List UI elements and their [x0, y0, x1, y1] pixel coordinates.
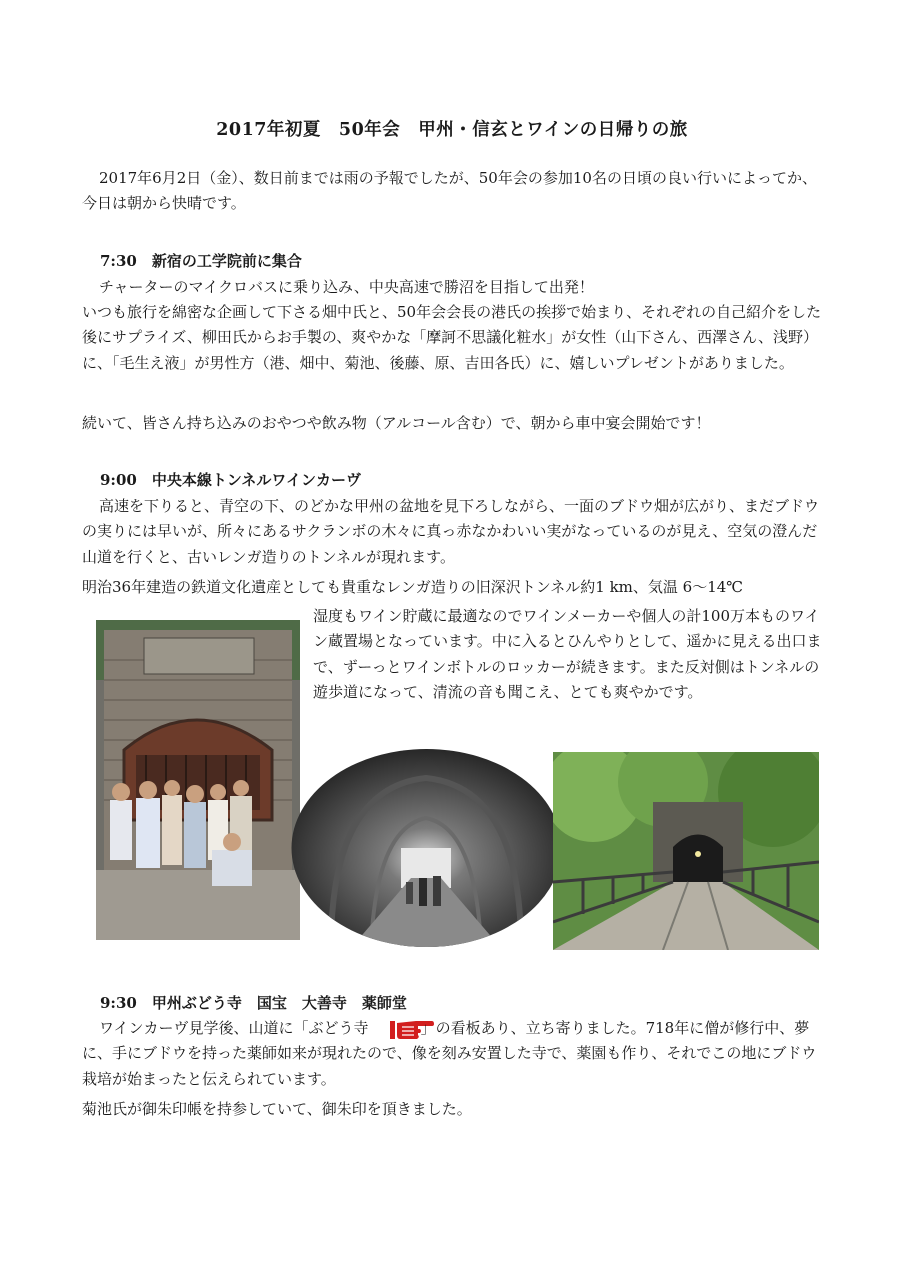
- tunnel-interior-oval-photo: [291, 748, 562, 948]
- intro-paragraph: 2017年6月2日（金）、数日前までは雨の予報でしたが、50年会の参加10名の日頃の良い行いによってか、今日は朝から快晴です。: [82, 169, 817, 213]
- section2-paragraph-2-lead: 明治36年建造の鉄道文化遺産としても貴重なレンガ造りの旧深沢トンネル約1 km、気温 6～14℃: [82, 578, 744, 596]
- section1-paragraph-2: いつも旅行を綿密な企画して下さる畑中氏と、50年会会長の港氏の挨拶で始まり、それぞれの自己紹介をした後にサプライズ、柳田氏からお手製の、爽やかな「摩訶不思議化粧水」が女性（山下さん、西澤さん、浅野）に、「毛生え液」が男性方（港、畑中、菊池、後藤、原、吉田各氏）に、嬉しいプレゼントがありました。: [82, 303, 822, 372]
- section1-paragraph-1: チャーターのマイクロバスに乗り込み、中央高速で勝沼を目指して出発！: [99, 278, 594, 296]
- section-heading-wine-cave: 9:00 中央本線トンネルワインカーヴ: [100, 471, 361, 489]
- section2-paragraph-1: 高速を下りると、青空の下、のどかな甲州の盆地を見下ろしながら、一面のブドウ畑が広がり、まだブドウの実りには早いが、所々にあるサクランボの木々に真っ赤なかわいい実がなっているのが見え、空気の澄んだ山道を行くと、古いレンガ造りのトンネルが現れます。: [82, 497, 820, 566]
- section-heading-gathering: 7:30 新宿の工学院前に集合: [100, 252, 302, 270]
- section3-paragraph-1-lead: ワインカーヴ見学後、山道に「ぶどう寺: [99, 1019, 369, 1037]
- section2-paragraph-2-wrap: 湿度もワイン貯蔵に最適なのでワインメーカーや個人の計100万本ものワイン蔵置場となっています。中に入るとひんやりとして、遥かに見える出口まで、ずーっとワインボトルのロッカーが続きます。また反対側はトンネルの遊歩道になって、清流の音も聞こえ、とても爽やかです。: [313, 607, 822, 701]
- section3-paragraph-2: 菊池氏が御朱印帳を持参していて、御朱印を頂きました。: [82, 1100, 472, 1118]
- tunnel-walkway-photo: [553, 752, 819, 950]
- section3-paragraph-1: [82, 1016, 824, 1092]
- section1-paragraph-3: 続いて、皆さん持ち込みのおやつや飲み物（アルコール含む）で、朝から車中宴会開始です！: [82, 414, 711, 432]
- section3-paragraph-1-rest: 」の看板あり、立ち寄りました。718年に僧が修行中、夢に、手にブドウを持った薬師如来が現れたので、像を刻み安置した寺で、薬園も作り、それでこの地にブドウ栽培が始まったと伝えられています。: [82, 1019, 817, 1088]
- group-photo-tunnel-entrance: [96, 620, 300, 940]
- page-title: 2017年初夏 50年会 甲州・信玄とワインの日帰りの旅: [216, 120, 688, 140]
- pointing-hand-icon: [373, 1017, 417, 1041]
- section-heading-temple: 9:30 甲州ぶどう寺 国宝 大善寺 薬師堂: [100, 994, 407, 1012]
